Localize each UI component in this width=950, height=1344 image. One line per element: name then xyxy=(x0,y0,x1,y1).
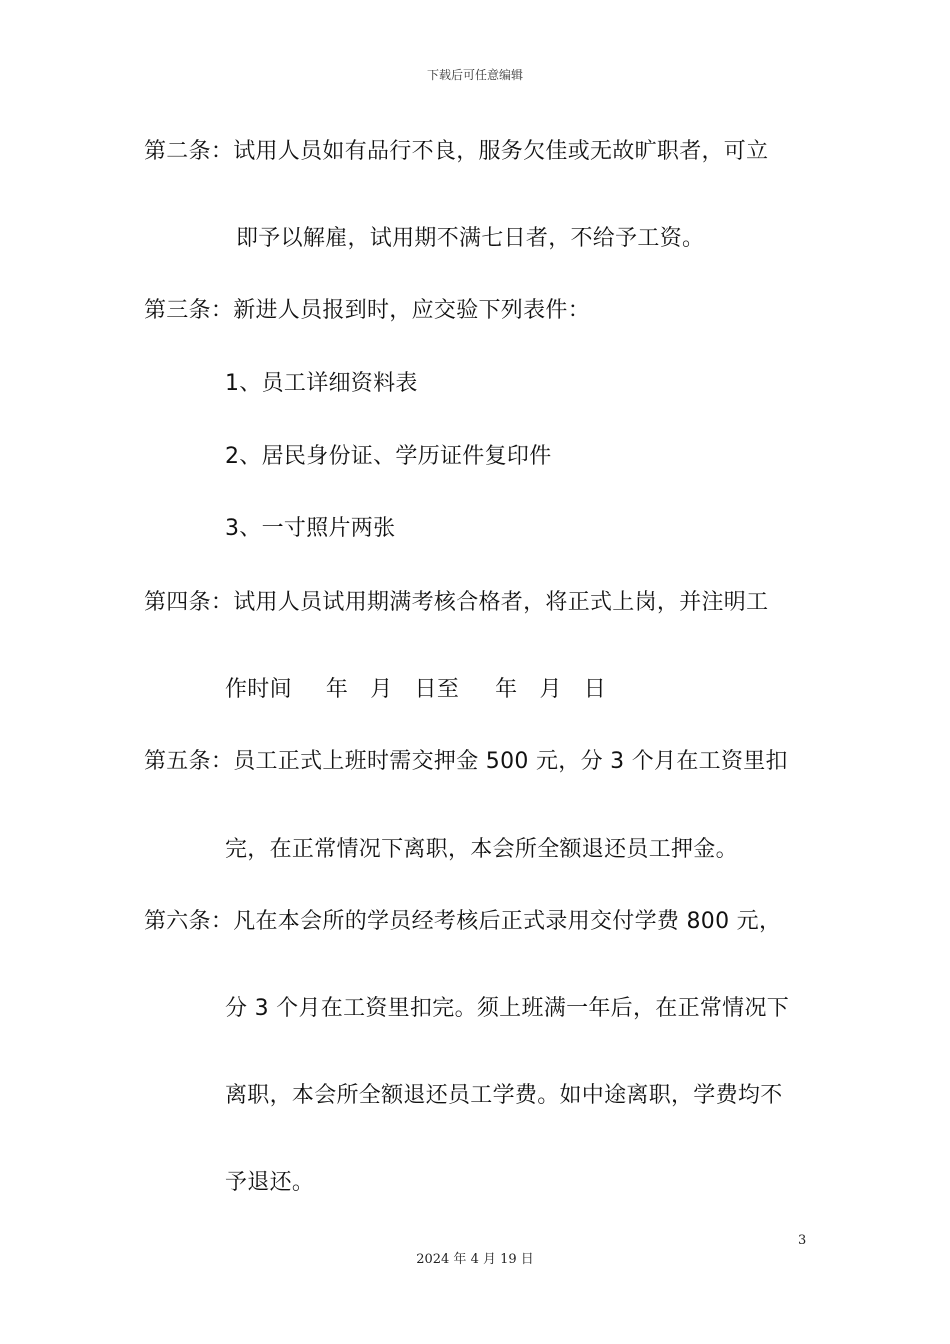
page-number: 3 xyxy=(798,1233,807,1248)
article-5-line-2: 完，在正常情况下离职，本会所全额退还员工押金。 xyxy=(225,837,738,862)
work-time-label: 作时间 xyxy=(225,677,292,702)
article-3-item-1: 1、员工详细资料表 xyxy=(225,371,418,396)
article-6-line-3: 离职，本会所全额退还员工学费。如中途离职，学费均不 xyxy=(225,1083,783,1108)
article-3-line-1: 第三条：新进人员报到时，应交验下列表件： xyxy=(144,298,591,323)
article-6-line-2: 分 3 个月在工资里扣完。须上班满一年后，在正常情况下 xyxy=(225,996,790,1021)
date-token-month-end: 月 xyxy=(539,677,562,702)
date-token-month-start: 月 xyxy=(370,677,393,702)
article-6-line-1: 第六条：凡在本会所的学员经考核后正式录用交付学费 800 元， xyxy=(144,909,782,934)
article-2-line-1: 第二条：试用人员如有品行不良，服务欠佳或无故旷职者，可立 xyxy=(144,139,769,164)
date-token-year-end: 年 xyxy=(495,677,518,702)
page-header: 下载后可任意编辑 xyxy=(426,68,523,82)
article-2-line-2: 即予以解雇，试用期不满七日者，不给予工资。 xyxy=(236,226,705,251)
article-4-line-1: 第四条：试用人员试用期满考核合格者，将正式上岗，并注明工 xyxy=(144,590,769,615)
article-6-line-4: 予退还。 xyxy=(225,1170,315,1195)
footer-date: 2024 年 4 月 19 日 xyxy=(416,1252,534,1267)
article-4-line-2 xyxy=(225,676,606,704)
date-token-year-start: 年 xyxy=(325,677,349,702)
date-token-day-end: 日 xyxy=(583,677,607,702)
date-token-day-to: 日至 xyxy=(414,677,460,702)
article-3-item-3: 3、一寸照片两张 xyxy=(225,516,396,541)
article-3-item-2: 2、居民身份证、学历证件复印件 xyxy=(225,444,552,469)
article-5-line-1: 第五条：员工正式上班时需交押金 500 元，分 3 个月在工资里扣 xyxy=(144,749,788,774)
